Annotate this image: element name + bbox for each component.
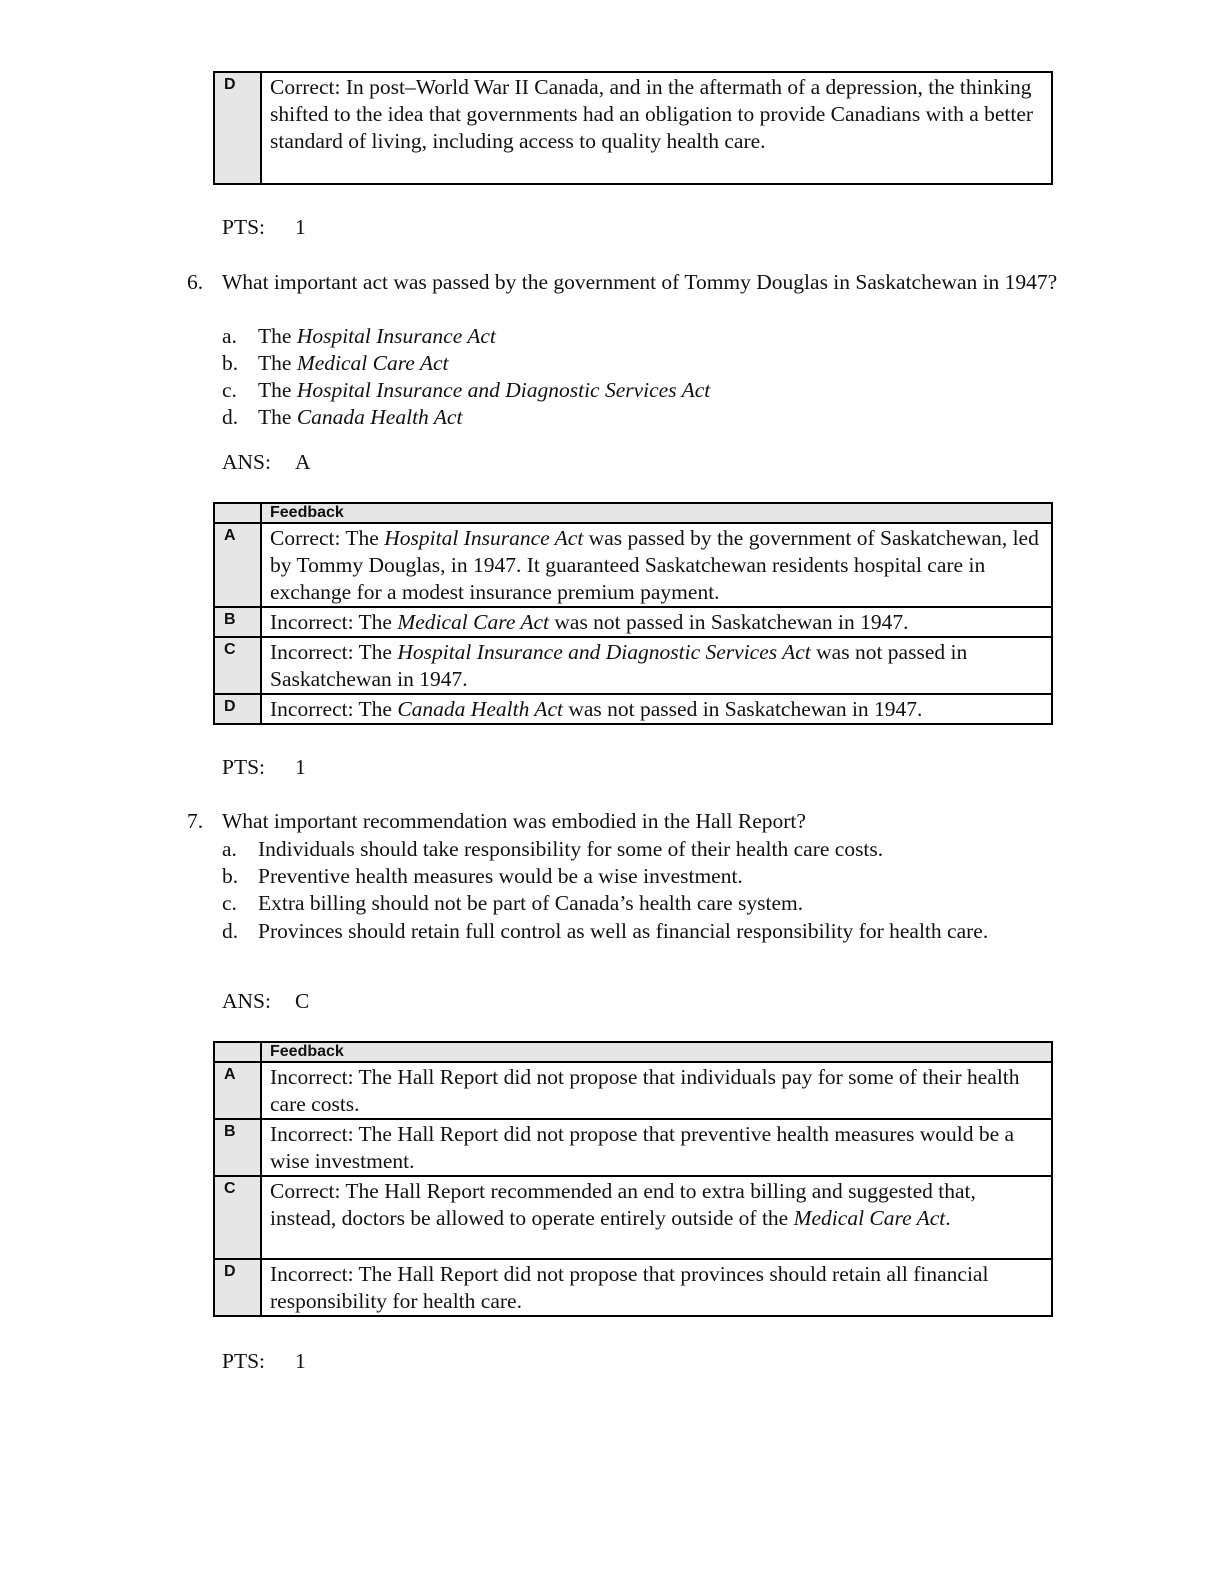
points-label: PTS: [222,755,266,779]
feedback-text: Incorrect: The Hall Report did not propose that provinces should retain all financial responsibility for health care. [261,1259,1052,1316]
option-text: Preventive health measures would be a wise investment. [258,864,743,888]
feedback-row-c [214,637,1052,694]
option-d [222,918,1052,945]
option-letter: a. [222,324,237,348]
option-letter: d. [222,919,239,943]
question-7 [187,808,1097,835]
option-text: Individuals should take responsibility for some of their health care costs. [258,837,884,861]
question-number: 7. [187,809,204,833]
option-text: The Hospital Insurance Act [258,324,496,348]
feedback-row-b [214,607,1052,637]
points-value: 1 [295,755,306,779]
feedback-table-q5 [213,71,1053,185]
feedback-header-label: Feedback [261,503,1052,523]
question-6 [187,269,1097,296]
option-c [222,377,1052,404]
option-letter: b. [222,351,239,375]
option-d [222,404,1052,431]
feedback-row-c [214,1176,1052,1259]
option-text: The Medical Care Act [258,351,449,375]
answer-label: ANS: [222,450,271,474]
option-text: Extra billing should not be part of Canada’s health care system. [258,891,804,915]
feedback-letter: D [214,72,261,184]
question-text: What important recommendation was embodied in the Hall Report? [222,809,806,833]
feedback-letter: A [214,523,261,607]
feedback-letter: C [214,637,261,694]
feedback-text: Correct: The Hall Report recommended an end to extra billing and suggested that, instead, doctors be allowed to operate entirely outside of the Medical Care Act. [261,1176,1052,1259]
option-c [222,890,1052,917]
feedback-header [214,503,1052,523]
feedback-row-a [214,523,1052,607]
feedback-letter: B [214,1119,261,1176]
option-letter: c. [222,891,237,915]
feedback-text: Incorrect: The Medical Care Act was not passed in Saskatchewan in 1947. [261,607,1052,637]
points-line-q6 [222,754,306,781]
answer-value: C [295,989,310,1013]
option-text: Provinces should retain full control as well as financial responsibility for health care. [258,919,989,943]
feedback-letter: C [214,1176,261,1259]
option-letter: b. [222,864,239,888]
feedback-text: Incorrect: The Hall Report did not propose that individuals pay for some of their health care costs. [261,1062,1052,1119]
feedback-row-d [214,72,1052,184]
points-label: PTS: [222,1349,266,1373]
feedback-table-q6 [213,502,1053,725]
feedback-header-label: Feedback [261,1042,1052,1062]
feedback-text: Incorrect: The Canada Health Act was not passed in Saskatchewan in 1947. [261,694,1052,724]
points-line-q5 [222,214,306,241]
option-letter: a. [222,837,237,861]
feedback-row-a [214,1062,1052,1119]
answer-value: A [295,450,311,474]
points-line-q7 [222,1348,306,1375]
feedback-text: Correct: The Hospital Insurance Act was passed by the government of Saskatchewan, led by Tommy Douglas, in 1947. It guaranteed Saskatchewan residents hospital care in exchange for a modest insurance premium payment. [261,523,1052,607]
feedback-table-q7 [213,1041,1053,1317]
feedback-text: Correct: In post–World War II Canada, and in the aftermath of a depression, the thinking shifted to the idea that governments had an obligation to provide Canadians with a better standard of living, including access to quality health care. [261,72,1052,184]
points-value: 1 [295,1349,306,1373]
question-text: What important act was passed by the government of Tommy Douglas in Saskatchewan in 1947? [222,270,1058,294]
feedback-letter: A [214,1062,261,1119]
feedback-row-b [214,1119,1052,1176]
option-b [222,863,1052,890]
option-text: The Hospital Insurance and Diagnostic Services Act [258,378,711,402]
feedback-letter: D [214,694,261,724]
feedback-text: Incorrect: The Hospital Insurance and Diagnostic Services Act was not passed in Saskatchewan in 1947. [261,637,1052,694]
points-label: PTS: [222,215,266,239]
option-letter: c. [222,378,237,402]
option-a [222,323,1052,350]
feedback-letter: B [214,607,261,637]
option-a [222,836,1052,863]
feedback-header [214,1042,1052,1062]
option-letter: d. [222,405,239,429]
answer-line-q7 [222,988,309,1015]
answer-line-q6 [222,449,311,476]
feedback-letter: D [214,1259,261,1316]
question-number: 6. [187,270,204,294]
answer-label: ANS: [222,989,271,1013]
points-value: 1 [295,215,306,239]
option-b [222,350,1052,377]
feedback-text: Incorrect: The Hall Report did not propose that preventive health measures would be a wise investment. [261,1119,1052,1176]
feedback-row-d [214,694,1052,724]
option-text: The Canada Health Act [258,405,463,429]
feedback-row-d [214,1259,1052,1316]
